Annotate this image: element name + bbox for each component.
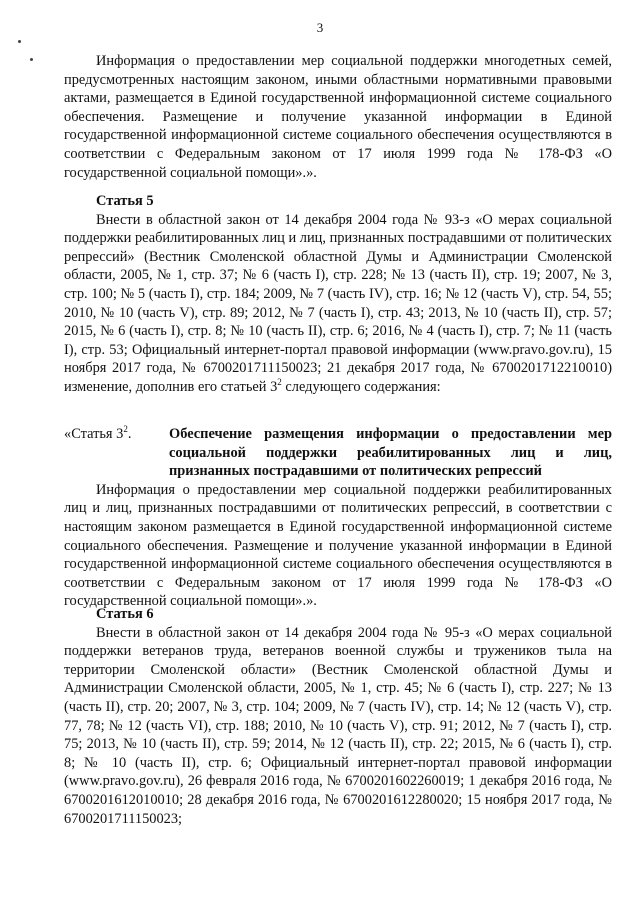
article-5-tail: следующего содержания:	[281, 378, 441, 395]
scan-speck	[30, 58, 33, 61]
article-3-2-lead-text: «Статья 3	[64, 426, 124, 442]
article-3-2-lead	[64, 425, 131, 444]
article-3-2-title: Обеспечение размещения информации о предоставлении мер социальной поддержки реабилитированных лиц и лиц, признанных пострадавшими от политических репрессий	[169, 426, 612, 480]
article-6-section	[64, 605, 612, 828]
article-6-paragraph: Внести в областной закон от 14 декабря 2004 года № 95-з «О мерах социальной поддержки ветеранов труда, ветеранов военной службы и тружеников тыла на территории Смоленской области» (Вестник Смоленской областной Думы и Администрации Смоленской области, 2005, № 1, стр. 45; № 6 (часть I), стр. 227; № 13 (часть II), стр. 20; 2007, № 3, стр. 104; 2009, № 7 (часть IV), стр. 14; № 12 (часть V), стр. 77, 78; № 12 (часть VI), стр. 188; 2010, № 10 (часть V), стр. 91; 2012, № 7 (часть I), стр. 75; 2013, № 10 (часть II), стр. 59; 2014, № 12 (часть II), стр. 22; 2015, № 6 (часть I), стр. 8; № 10 (часть II), стр. 6; Официальный интернет-портал правовой информации (www.pravo.gov.ru), 26 февраля 2016 года, № 6700201602260019; 1 декабря 2016 года, № 6700201612010010; 28 декабря 2016 года, № 6700201612280020; 15 ноября 2017 года, № 6700201711150023;	[64, 624, 612, 827]
article-3-2-lead-superscript: 2	[123, 424, 128, 435]
article-5-heading: Статья 5	[96, 193, 154, 209]
article-5-superscript: 2	[277, 377, 282, 388]
article-5-section	[64, 192, 612, 397]
article-3-2-title-block	[64, 425, 612, 481]
article-6-heading: Статья 6	[96, 606, 154, 622]
intro-paragraph: Информация о предоставлении мер социальной поддержки многодетных семей, предусмотренных настоящим законом, иными областными нормативными правовыми актами, размещается в Единой государственной информационной системе социального обеспечения. Размещение и получение указанной информации в Единой государственной информационной системе социального обеспечения осуществляются в соответствии с Федеральным законом от 17 июля 1999 года № 178-ФЗ «О государственной социальной помощи».».	[64, 53, 612, 181]
page-number: 3	[316, 20, 324, 35]
article-3-2-section	[64, 425, 612, 611]
article-3-2-lead-dot: .	[127, 426, 132, 442]
intro-section	[64, 52, 612, 182]
article-3-2-paragraph: Информация о предоставлении мер социальной поддержки реабилитированных лиц и лиц, признанных пострадавшими от политических репрессий, в соответствии с настоящим законом размещается в Единой государственной информационной системе социального обеспечения. Размещение и получение указанной информации в Единой государственной информационной системе социального обеспечения осуществляются в соответствии с Федеральным законом от 17 июля 1999 года № 178-ФЗ «О государственной социальной помощи».».	[64, 481, 612, 610]
article-5-body: Внести в областной закон от 14 декабря 2004 года № 93-з «О мерах социальной поддержки реабилитированных лиц и лиц, признанных пострадавшими от политических репрессий» (Вестник Смоленской областной Думы и Администрации Смоленской области, 2005, № 1, стр. 37; № 6 (часть I), стр. 228; № 13 (часть II), стр. 19; 2007, № 3, стр. 100; № 5 (часть I), стр. 184; 2009, № 7 (часть IV), стр. 16; № 12 (часть V), стр. 54, 55; 2010, № 10 (часть V), стр. 89; 2012, № 7 (часть I), стр. 43; 2013, № 10 (часть II), стр. 57; 2015, № 6 (часть I), стр. 8; № 10 (часть II), стр. 6; 2016, № 4 (часть I), стр. 7; № 11 (часть I), стр. 53; Официальный интернет-портал правовой информации (www.pravo.gov.ru), 15 ноября 2017 года, № 6700201711150023; 21 декабря 2017 года, № 6700201712210010) изменение, дополнив его статьей 3	[64, 211, 612, 395]
scan-speck	[18, 40, 21, 43]
article-5-paragraph	[64, 211, 612, 397]
